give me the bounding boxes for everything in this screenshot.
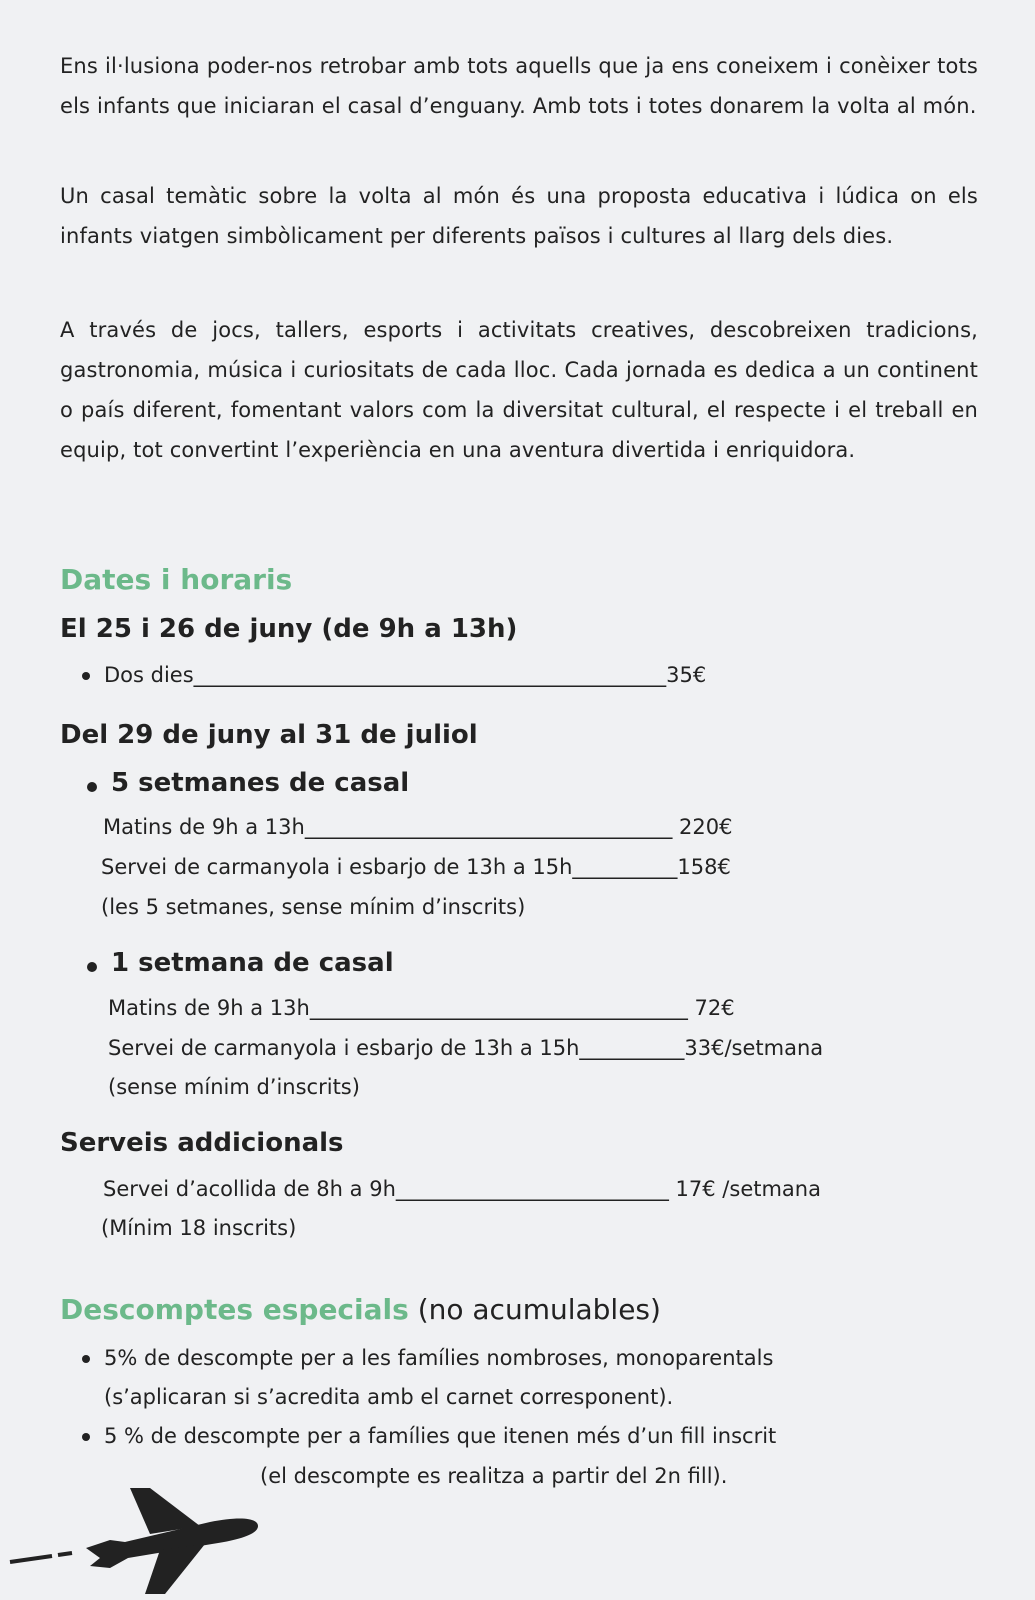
five-weeks-morning: Matins de 9h a 13h___________________________________ 220€ xyxy=(103,815,733,839)
one-week-lunch: Servei de carmanyola i esbarjo de 13h a 15h__________33€/setmana xyxy=(108,1036,824,1060)
dates-heading: Dates i horaris xyxy=(60,563,293,596)
discounts-heading xyxy=(60,1293,661,1326)
period1-price-line: Dos dies_____________________________________________35€ xyxy=(104,660,706,690)
airplane-shape xyxy=(86,1488,258,1594)
five-weeks-title: 5 setmanes de casal xyxy=(111,768,410,798)
discounts-heading-main: Descomptes especials xyxy=(60,1293,409,1326)
intro-paragraph-3: A través de jocs, tallers, esports i activitats creatives, descobreixen tradicions, gastronomia, música i curiositats de cada lloc. Cada jornada es dedica a un continent o país diferent, fomentant valors com la diversitat cultural, el respecte i el treball en equip, tot convertint l’experiència en una aventura divertida i enriquidora. xyxy=(60,318,978,462)
discount-item-1-line-1: 5% de descompte per a les famílies nombroses, monoparentals xyxy=(104,1343,773,1373)
discount-item-2-line-2: (el descompte es realitza a partir del 2n fill). xyxy=(260,1464,728,1488)
intro-paragraph-2: Un casal temàtic sobre la volta al món és una proposta educativa i lúdica on els infants viatgen simbòlicament per diferents països i cultures al llarg dels dies. xyxy=(60,184,978,248)
discount-item-1-line-2: (s’aplicaran si s’acredita amb el carnet corresponent). xyxy=(104,1385,674,1409)
period1-title: El 25 i 26 de juny (de 9h a 13h) xyxy=(60,614,518,644)
extras-line: Servei d’acollida de 8h a 9h__________________________ 17€ /setmana xyxy=(103,1177,821,1201)
extras-note: (Mínim 18 inscrits) xyxy=(101,1216,297,1240)
intro-paragraph-1: Ens il·lusiona poder-nos retrobar amb tots aquells que ja ens coneixem i conèixer tots els infants que iniciaran el casal d’enguany. Amb tots i totes donarem la volta al món. xyxy=(60,54,978,118)
discount-item-2-line-1: 5 % de descompte per a famílies que itenen més d’un fill inscrit xyxy=(104,1421,776,1451)
trail-dash-1 xyxy=(10,1556,52,1562)
one-week-title: 1 setmana de casal xyxy=(111,948,394,978)
period2-title: Del 29 de juny al 31 de juliol xyxy=(60,720,478,750)
discounts-heading-suffix: (no acumulables) xyxy=(408,1293,661,1326)
extras-title: Serveis addicionals xyxy=(60,1128,344,1158)
airplane-icon xyxy=(0,1488,270,1598)
one-week-morning: Matins de 9h a 13h____________________________________ 72€ xyxy=(108,996,735,1020)
trail-dash-2 xyxy=(58,1553,72,1555)
one-week-note: (sense mínim d’inscrits) xyxy=(108,1075,360,1099)
five-weeks-note: (les 5 setmanes, sense mínim d’inscrits) xyxy=(101,895,526,919)
five-weeks-lunch: Servei de carmanyola i esbarjo de 13h a 15h__________158€ xyxy=(101,855,731,879)
